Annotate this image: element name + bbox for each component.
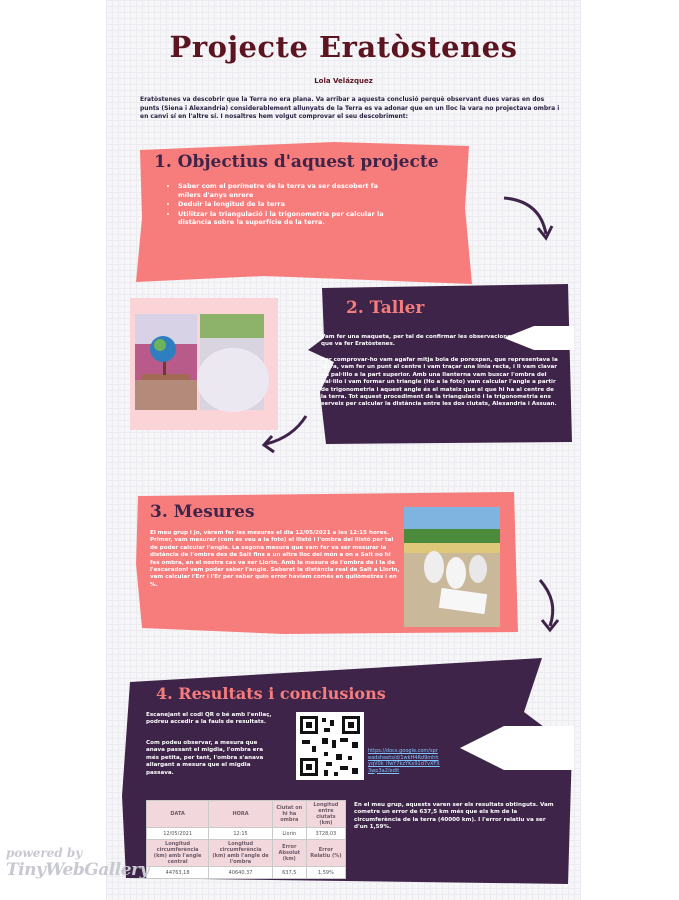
- results-link[interactable]: https://docs.google.com/spreadsheets/d/1wkH4Rd9mhhyqV0k_lfwY7kzYKx91d7vXFX3wp3a2/edit: [368, 748, 440, 774]
- qr-code[interactable]: [296, 712, 364, 780]
- table-header: Ciutat on hi ha ombra: [272, 801, 306, 828]
- objective-item: • Saber com el perímetre de la terra va ser descobert fa milers d'anys enrere: [178, 182, 394, 199]
- author-name: Lola Velázquez: [314, 77, 373, 85]
- objective-item: • Deduir la longitud de la terra: [178, 200, 394, 209]
- watermark-line1: powered by: [6, 846, 83, 860]
- table-header: DATA: [147, 801, 209, 828]
- measurement-photo: [404, 507, 500, 627]
- results-table-wrap: [146, 800, 346, 879]
- curved-arrow-icon: [256, 410, 316, 460]
- table-header: Error Relatiu (%): [306, 840, 345, 867]
- conclusion-text: En el meu grup, aquests varen ser els resultats obtinguts. Vam cometre un error de 637,5 km més que els km de la circumferència de la terra (40000 km). I l'error relatiu va ser d'un 1,59%.: [354, 802, 554, 831]
- section1-title: 1. Objectius d'aquest projecte: [154, 152, 439, 172]
- section2-intro: Vam fer una maqueta, per tal de confirmar les observacions que va fer Eratòstenes.: [321, 334, 511, 348]
- qr-instruction: Escanejant el codi QR o bé amb l'enllaç, podreu accedir a la fauls de resultats.: [146, 712, 272, 726]
- table-header: HORA: [209, 801, 273, 828]
- table-cell: 637,5: [272, 867, 306, 879]
- table-cell: Llorin: [272, 828, 306, 840]
- table-cell: 1,59%: [306, 867, 345, 879]
- section2-title: 2. Taller: [346, 298, 425, 318]
- section3-title: 3. Mesures: [150, 502, 255, 522]
- curved-arrow-icon: [498, 190, 558, 250]
- table-cell: 40640,37: [209, 867, 273, 879]
- table-cell: 12:15: [209, 828, 273, 840]
- results-table: [146, 800, 346, 879]
- page-title: Projecte Eratòstenes: [169, 30, 518, 64]
- watermark-line2: TinyWebGallery: [6, 860, 149, 880]
- section1-bullets: [164, 182, 394, 228]
- section2-body: Per comprovar-ho vam agafar mitja bola de porexpan, que representava la terra, vam fer un punt al centre i vam traçar una línia recta, i li vam clavar un pal·lilo a la part superior. Amb una llanterna vam buscar l'ombra del pal·lilo i vam formar un triangle (Ho a la foto) vam calcular l'angle a partir de trigonometria i aquest angle és el mateix que el que hi ha al centre de la terra. Tot aquest procediment de la triangulació i la trigonometria ens serveix per calcular la distància entre les dos ciutats, Alexandria i Assuan.: [321, 357, 558, 408]
- table-cell: 3728,03: [306, 828, 345, 840]
- section3-body: El meu grup i jo, vàrem fer les mesures el dia 12/05/2021 a les 12:15 hores. Primer, vam mesurar (com es veu a la foto) el llistó i l'ombra del llistó per tal de poder calcular l'angle. La segona mesura que vam fer va ser mesurar la distància de l'ombra des de Salt fins a un altre lloc del món a on a Salt no hi fes ombra, en el nostre cas va ser Llorin. Amb la mesura de l'ombra de i la de l'escaradonl vam poder saber l'angle. Saberat la distància real de Salt a Llorin, vam calcular l'Err i l'Er per saber quin error havíem comès en quilòmetres i en %.: [150, 530, 400, 588]
- table-cell: 12/05/2021: [147, 828, 209, 840]
- table-header: Longitud circumferència (km) amb l'angle central: [147, 840, 209, 867]
- table-header: Longitud circumferència (km) amb l'angle de l'ombra: [209, 840, 273, 867]
- intro-text: Eratòstenes va descobrir que la Terra no era plana. Va arribar a aquesta conclusió perquè observant dues varas en dos punts (Siena i Alexandria) considerablement allunyats de la Terra es va adonar que en un lloc la vara no projectava ombra i en canvi sí en l'altre sí. I nosaltres hem volgut comprovar el seu descobriment:: [140, 96, 560, 120]
- watermark-logo: [6, 846, 156, 896]
- table-header: Error Absolut (km): [272, 840, 306, 867]
- qr-code-icon: [296, 712, 364, 780]
- table-cell: 44763,18: [147, 867, 209, 879]
- poster: [106, 0, 581, 900]
- objective-item: • Utilitzar la triangulació i la trigonometria per calcular la distància sobre la superfície de la terra.: [178, 210, 394, 227]
- curved-arrow-icon: [530, 576, 570, 636]
- section4-title: 4. Resultats i conclusions: [156, 684, 386, 703]
- observation-text: Com podeu observar, a mesura que anava passant el migdia, l'ombra era més petita, per tant, l'ombra s'anava allargant a mesura que el migdia passava.: [146, 740, 264, 776]
- table-header: Longitud entre ciutats (km): [306, 801, 345, 828]
